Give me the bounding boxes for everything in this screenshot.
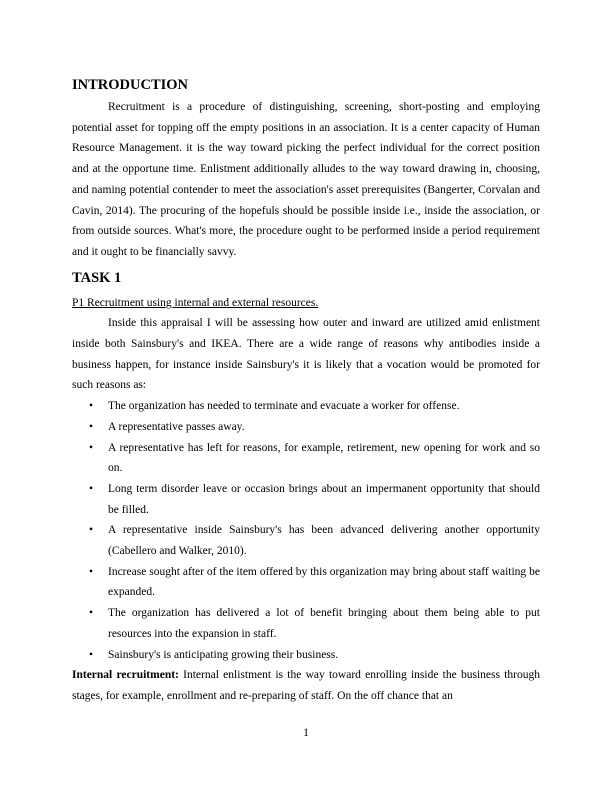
- list-item: • A representative has left for reasons, for example, retirement, new opening for work and so on.: [108, 438, 540, 479]
- list-item: • A representative inside Sainsbury's has been advanced delivering another opportunity (Cabellero and Walker, 2010).: [108, 520, 540, 561]
- intro-heading: INTRODUCTION: [72, 77, 189, 93]
- task1-paragraph: Inside this appraisal I will be assessing how outer and inward are utilized amid enlistment inside both Sainsbury's and IKEA. There are a wide range of reasons why antibodies inside a business happen, for instance inside Sainsbury's it is likely that a vocation would be promoted for such reasons as:: [72, 317, 540, 392]
- reasons-list: [72, 396, 540, 665]
- list-item: • Increase sought after of the item offered by this organization may bring about staff waiting be expanded.: [108, 562, 540, 603]
- intro-paragraph: Recruitment is a procedure of distinguishing, screening, short-posting and employing potential asset for topping off the empty positions in an association. It is a center capacity of Human Resource Management. it is the way toward picking the perfect individual for the correct position and at the opportune time. Enlistment additionally alludes to the way toward drawing in, choosing, and naming potential contender to meet the association's asset prerequisites (Bangerter, Corvalan and Cavin, 2014). The procuring of the hopefuls should be possible inside i.e., inside the association, or from outside sources. What's more, the procedure ought to be performed inside a period requirement and it ought to be financially savvy.: [72, 101, 540, 258]
- page-number: 1: [303, 727, 309, 739]
- bullet-icon: •: [89, 607, 94, 620]
- list-item: • A representative passes away.: [108, 417, 540, 438]
- list-item: • The organization has delivered a lot of benefit bringing about them being able to put resources into the expansion in staff.: [108, 603, 540, 644]
- list-item: • The organization has needed to terminate and evacuate a worker for offense.: [108, 396, 540, 417]
- internal-recruitment-text: Internal enlistment is the way toward enrolling inside the business through stages, for example, enrollment and re-preparing of staff. On the off chance that an: [72, 669, 540, 702]
- bullet-icon: •: [89, 441, 94, 454]
- bullet-icon: •: [89, 648, 94, 661]
- bullet-icon: •: [89, 565, 94, 578]
- task1-subheading: P1 Recruitment using internal and external resources.: [72, 296, 319, 309]
- bullet-icon: •: [89, 400, 94, 413]
- list-item: • Sainsbury's is anticipating growing their business.: [108, 645, 540, 666]
- bullet-icon: •: [89, 420, 94, 433]
- internal-recruitment-label: Internal recruitment:: [72, 669, 179, 682]
- task1-heading: TASK 1: [72, 269, 122, 286]
- document-page: [72, 76, 540, 707]
- bullet-icon: •: [89, 524, 94, 537]
- bullet-icon: •: [89, 482, 94, 495]
- internal-recruitment-paragraph: [72, 665, 540, 706]
- list-item: • Long term disorder leave or occasion brings about an impermanent opportunity that should be filled.: [108, 479, 540, 520]
